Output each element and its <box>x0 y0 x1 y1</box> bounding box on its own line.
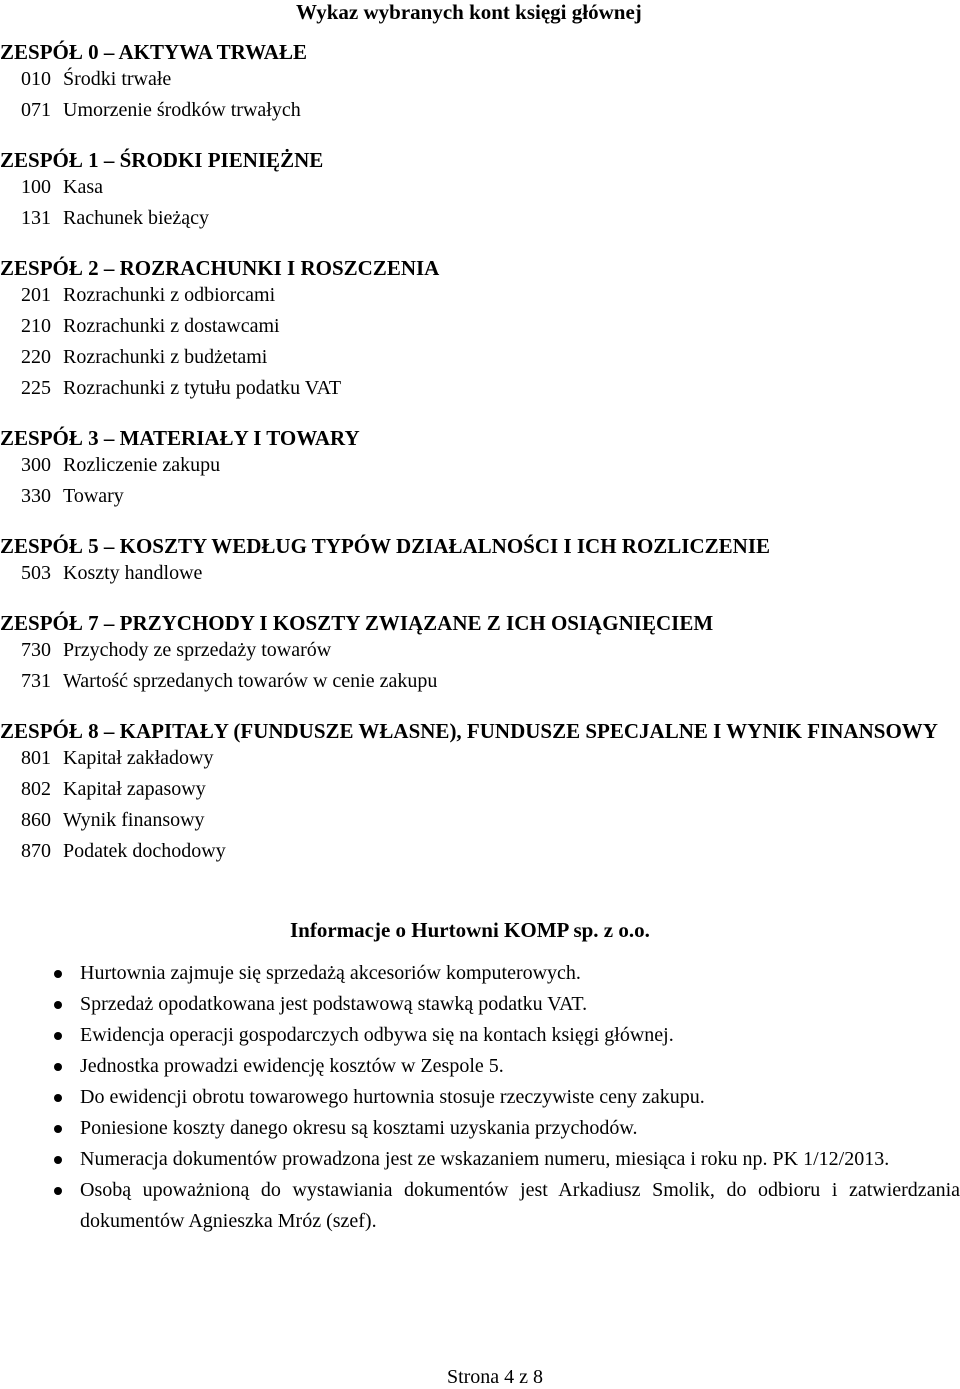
account-group-0 <box>0 40 960 126</box>
account-code: 802 <box>21 778 51 800</box>
account-code: 201 <box>21 284 51 306</box>
account-code: 731 <box>21 670 51 692</box>
account-code: 100 <box>21 176 51 198</box>
account-row <box>0 836 960 867</box>
info-title: Informacje o Hurtowni KOMP sp. z o.o. <box>290 918 650 942</box>
account-name: Rachunek bieżący <box>63 207 210 229</box>
account-name: Wynik finansowy <box>63 809 205 831</box>
group-heading: ZESPÓŁ 0 – AKTYWA TRWAŁE <box>0 40 307 64</box>
account-name: Rozrachunki z budżetami <box>63 346 268 368</box>
list-item-text: Do ewidencji obrotu towarowego hurtownia stosuje rzeczywiste ceny zakupu. <box>80 1086 705 1108</box>
bullet-icon <box>54 1156 62 1164</box>
group-heading: ZESPÓŁ 3 – MATERIAŁY I TOWARY <box>0 426 360 450</box>
account-row <box>0 373 960 404</box>
account-row <box>0 203 960 234</box>
account-group-7 <box>0 611 960 697</box>
account-name: Podatek dochodowy <box>63 840 226 862</box>
account-row <box>0 481 960 512</box>
bullet-icon <box>54 1001 62 1009</box>
account-row <box>0 635 960 666</box>
list-item <box>0 958 960 989</box>
account-name: Wartość sprzedanych towarów w cenie zakupu <box>63 670 438 692</box>
account-row <box>0 342 960 373</box>
account-group-5 <box>0 534 960 589</box>
account-name: Środki trwałe <box>63 68 172 90</box>
account-row <box>0 64 960 95</box>
account-name: Kasa <box>63 176 103 198</box>
bullet-icon <box>54 1125 62 1133</box>
bullet-icon <box>54 1187 62 1195</box>
account-row <box>0 774 960 805</box>
account-name: Kapitał zakładowy <box>63 747 214 769</box>
account-row <box>0 743 960 774</box>
account-code: 131 <box>21 207 51 229</box>
account-name: Rozrachunki z dostawcami <box>63 315 280 337</box>
account-code: 503 <box>21 562 51 584</box>
list-item-text: Sprzedaż opodatkowana jest podstawową stawką podatku VAT. <box>80 993 588 1015</box>
account-row <box>0 450 960 481</box>
account-row <box>0 95 960 126</box>
account-group-1 <box>0 148 960 234</box>
group-heading: ZESPÓŁ 2 – ROZRACHUNKI I ROSZCZENIA <box>0 256 440 280</box>
list-item <box>0 1175 960 1237</box>
list-item-text: Osobą upoważnioną do wystawiania dokumentów jest Arkadiusz Smolik, do odbioru i zatwierdzania dokumentów Agnieszka Mróz (szef). <box>80 1179 960 1232</box>
account-code: 220 <box>21 346 51 368</box>
account-name: Kapitał zapasowy <box>63 778 206 800</box>
bullet-icon <box>54 1063 62 1071</box>
account-group-3 <box>0 426 960 512</box>
account-code: 210 <box>21 315 51 337</box>
account-name: Rozrachunki z tytułu podatku VAT <box>63 377 342 399</box>
list-item <box>0 1082 960 1113</box>
group-heading: ZESPÓŁ 8 – KAPITAŁY (FUNDUSZE WŁASNE), FUNDUSZE SPECJALNE I WYNIK FINANSOWY <box>0 719 938 743</box>
account-code: 860 <box>21 809 51 831</box>
group-heading: ZESPÓŁ 5 – KOSZTY WEDŁUG TYPÓW DZIAŁALNOŚCI I ICH ROZLICZENIE <box>0 534 770 558</box>
list-item-text: Numeracja dokumentów prowadzona jest ze wskazaniem numeru, miesiąca i roku np. PK 1/12/2013. <box>80 1148 890 1170</box>
account-group-2 <box>0 256 960 404</box>
list-item-text: Jednostka prowadzi ewidencję kosztów w Zespole 5. <box>80 1055 504 1077</box>
group-heading: ZESPÓŁ 7 – PRZYCHODY I KOSZTY ZWIĄZANE Z ICH OSIĄGNIĘCIEM <box>0 611 714 635</box>
account-row <box>0 311 960 342</box>
bullet-icon <box>54 970 62 978</box>
account-code: 801 <box>21 747 51 769</box>
group-heading: ZESPÓŁ 1 – ŚRODKI PIENIĘŻNE <box>0 148 324 172</box>
bullet-icon <box>54 1094 62 1102</box>
page-title: Wykaz wybranych kont księgi głównej <box>296 0 642 24</box>
account-name: Umorzenie środków trwałych <box>63 99 301 121</box>
account-name: Rozliczenie zakupu <box>63 454 221 476</box>
account-code: 300 <box>21 454 51 476</box>
account-row <box>0 666 960 697</box>
bullet-icon <box>54 1032 62 1040</box>
account-name: Koszty handlowe <box>63 562 203 584</box>
account-row <box>0 805 960 836</box>
list-item <box>0 1113 960 1144</box>
account-name: Przychody ze sprzedaży towarów <box>63 639 332 661</box>
account-group-8 <box>0 719 960 867</box>
page-number: Strona 4 z 8 <box>446 1366 544 1388</box>
account-code: 225 <box>21 377 51 399</box>
account-code: 870 <box>21 840 51 862</box>
account-row <box>0 558 960 589</box>
account-code: 071 <box>21 99 51 121</box>
account-name: Rozrachunki z odbiorcami <box>63 284 276 306</box>
account-row <box>0 280 960 311</box>
list-item <box>0 989 960 1020</box>
account-code: 010 <box>21 68 51 90</box>
list-item <box>0 1020 960 1051</box>
list-item <box>0 1144 960 1175</box>
list-item-text: Poniesione koszty danego okresu są kosztami uzyskania przychodów. <box>80 1117 638 1139</box>
account-code: 730 <box>21 639 51 661</box>
list-item-text: Ewidencja operacji gospodarczych odbywa się na kontach księgi głównej. <box>80 1024 674 1046</box>
account-code: 330 <box>21 485 51 507</box>
list-item-text: Hurtownia zajmuje się sprzedażą akcesoriów komputerowych. <box>80 962 581 984</box>
account-groups <box>0 40 960 867</box>
account-name: Towary <box>63 485 124 507</box>
list-item <box>0 1051 960 1082</box>
info-list <box>0 958 960 1237</box>
account-row <box>0 172 960 203</box>
